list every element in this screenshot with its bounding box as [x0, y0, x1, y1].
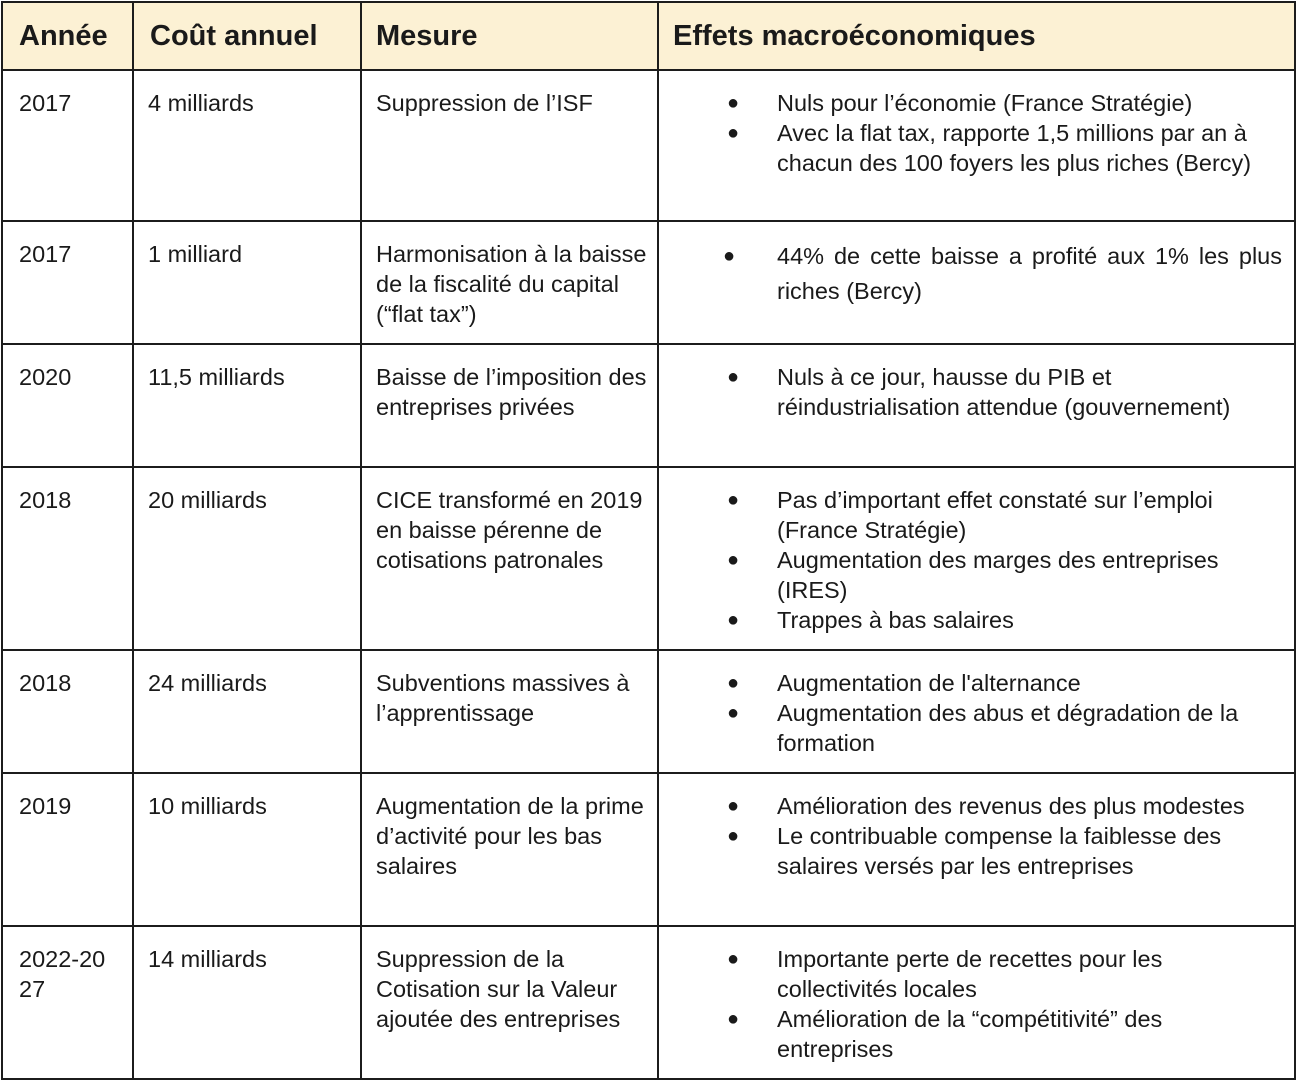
effects-list — [659, 944, 1282, 1064]
cell-measure: CICE transformé en 2019 en baisse pérenne de cotisations patronales — [361, 467, 658, 650]
cell-effects — [658, 221, 1295, 344]
year-line: 27 — [19, 976, 46, 1002]
effect-item — [659, 1004, 1282, 1064]
effect-text: 44% de cette baisse a profité aux 1% les plus riches (Bercy) — [777, 243, 1282, 304]
bullet-icon: ● — [726, 825, 740, 847]
effect-item — [659, 118, 1282, 178]
header-cost: Coût annuel — [133, 2, 361, 70]
cell-measure: Suppression de la Cotisation sur la Valeur ajoutée des entreprises — [361, 926, 658, 1079]
effect-item — [659, 362, 1282, 422]
cell-measure: Subventions massives à l’apprentissage — [361, 650, 658, 773]
effects-list — [659, 88, 1282, 178]
effect-item — [659, 791, 1282, 821]
cell-year: 2018 — [2, 650, 133, 773]
table-row — [2, 926, 1295, 1079]
effect-text: Amélioration des revenus des plus modestes — [777, 793, 1245, 819]
effect-item — [659, 545, 1282, 605]
effect-item — [659, 944, 1282, 1004]
table-row — [2, 70, 1295, 221]
cell-year: 2017 — [2, 221, 133, 344]
effect-item — [659, 698, 1282, 758]
bullet-icon: ● — [726, 672, 740, 694]
cell-effects — [658, 773, 1295, 926]
header-row — [2, 2, 1295, 70]
cell-cost: 10 milliards — [133, 773, 361, 926]
cell-measure: Baisse de l’imposition des entreprises privées — [361, 344, 658, 467]
header-year: Année — [2, 2, 133, 70]
cell-cost: 11,5 milliards — [133, 344, 361, 467]
cell-year: 2019 — [2, 773, 133, 926]
bullet-icon: ● — [726, 948, 740, 970]
cell-measure: Suppression de l’ISF — [361, 70, 658, 221]
effect-text: Augmentation des marges des entreprises (IRES) — [777, 547, 1219, 603]
effects-list — [659, 668, 1282, 758]
bullet-icon: ● — [726, 1008, 740, 1030]
effect-text: Trappes à bas salaires — [777, 607, 1014, 633]
effect-text: Augmentation des abus et dégradation de la formation — [777, 700, 1239, 756]
effect-text: Nuls pour l’économie (France Stratégie) — [777, 90, 1193, 116]
cell-effects — [658, 344, 1295, 467]
cell-measure: Augmentation de la prime d’activité pour les bas salaires — [361, 773, 658, 926]
effect-item — [659, 821, 1282, 881]
table-row — [2, 221, 1295, 344]
table-row — [2, 773, 1295, 926]
cell-effects — [658, 70, 1295, 221]
cell-cost: 1 milliard — [133, 221, 361, 344]
effect-text: Augmentation de l'alternance — [777, 670, 1081, 696]
effect-item — [659, 605, 1282, 635]
header-effects: Effets macroéconomiques — [658, 2, 1295, 70]
bullet-icon: ● — [726, 122, 740, 144]
cell-year: 2018 — [2, 467, 133, 650]
effect-text: Avec la flat tax, rapporte 1,5 millions par an à chacun des 100 foyers les plus riches (Bercy) — [777, 120, 1252, 176]
effect-text: Pas d’important effet constaté sur l’emploi (France Stratégie) — [777, 487, 1213, 543]
cell-cost: 20 milliards — [133, 467, 361, 650]
bullet-icon: ● — [726, 609, 740, 631]
effects-list — [659, 791, 1282, 881]
cell-cost: 4 milliards — [133, 70, 361, 221]
cell-year: 2017 — [2, 70, 133, 221]
table-row — [2, 650, 1295, 773]
bullet-icon: ● — [726, 549, 740, 571]
effect-text: Le contribuable compense la faiblesse des salaires versés par les entreprises — [777, 823, 1222, 879]
effect-text: Nuls à ce jour, hausse du PIB et réindustrialisation attendue (gouvernement) — [777, 364, 1231, 420]
effect-item — [659, 668, 1282, 698]
effects-list — [659, 485, 1282, 635]
effect-item — [659, 88, 1282, 118]
effect-item — [659, 239, 1282, 309]
cell-cost: 14 milliards — [133, 926, 361, 1079]
cell-effects — [658, 467, 1295, 650]
cell-measure: Harmonisation à la baisse de la fiscalité du capital (“flat tax”) — [361, 221, 658, 344]
effect-text: Importante perte de recettes pour les collectivités locales — [777, 946, 1163, 1002]
cell-year: 2020 — [2, 344, 133, 467]
effects-list — [659, 239, 1282, 309]
header-measure: Mesure — [361, 2, 658, 70]
cell-effects — [658, 650, 1295, 773]
bullet-icon: ● — [726, 92, 740, 114]
table-row — [2, 344, 1295, 467]
bullet-icon: ● — [726, 702, 740, 724]
bullet-icon: ● — [723, 245, 736, 267]
effect-text: Amélioration de la “compétitivité” des entreprises — [777, 1006, 1163, 1062]
bullet-icon: ● — [726, 366, 740, 388]
cell-year — [2, 926, 133, 1079]
effects-list — [659, 362, 1282, 422]
table-row — [2, 467, 1295, 650]
bullet-icon: ● — [726, 795, 740, 817]
cell-effects — [658, 926, 1295, 1079]
year-line: 2022-20 — [19, 946, 106, 972]
bullet-icon: ● — [726, 489, 740, 511]
cell-cost: 24 milliards — [133, 650, 361, 773]
effect-item — [659, 485, 1282, 545]
measures-table — [1, 1, 1296, 1080]
